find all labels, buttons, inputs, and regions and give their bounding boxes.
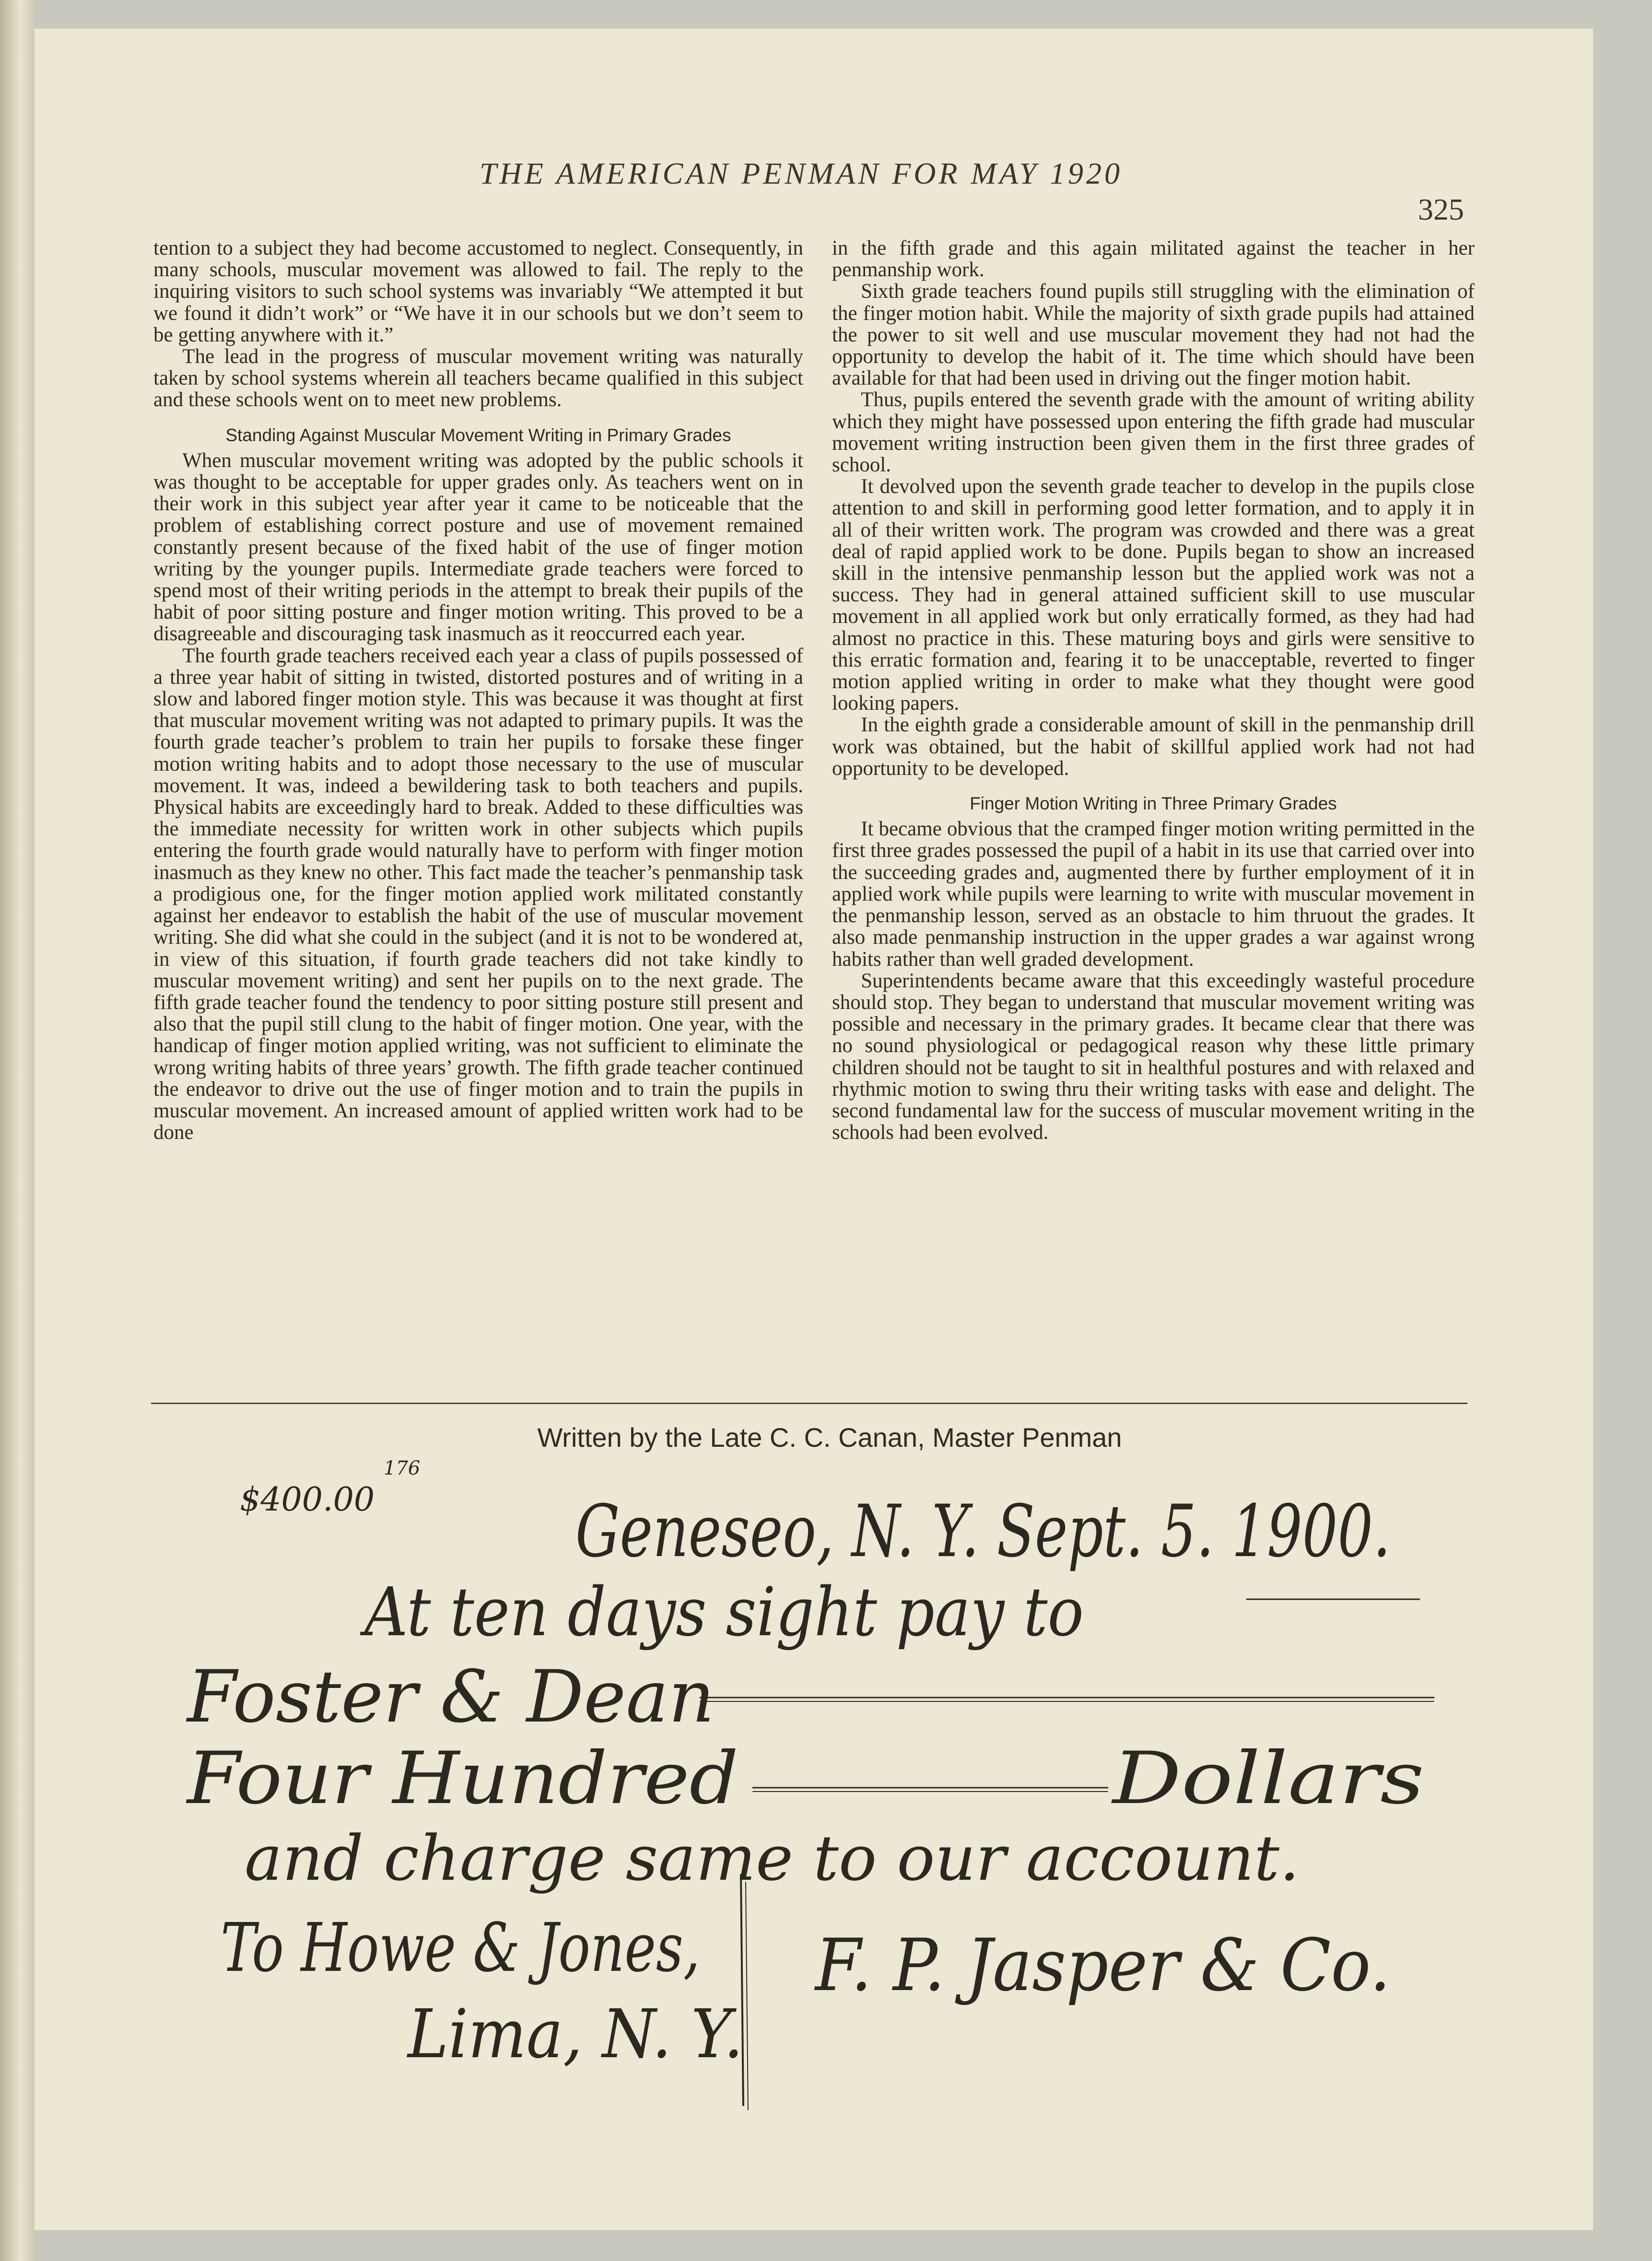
place-and-date-line: Geneseo, N. Y. Sept. 5. 1900.: [575, 1490, 1391, 1573]
check-number: 176: [384, 1457, 421, 1479]
drawee-location: Lima, N. Y.: [406, 1995, 743, 2074]
paragraph: Sixth grade teachers found pupils still struggling with the elimination of the finger motion habit. While the majority of sixth grade pupils had attained the power to sit well and use muscular movement they had not had the opportunity to develop the habit of it. The time which should have been available for that had been used in driving out the finger motion habit.: [832, 280, 1475, 390]
drawee-line: To Howe & Jones,: [221, 1909, 700, 1987]
charge-line: and charge same to our account.: [245, 1822, 1300, 1895]
paragraph: Thus, pupils entered the seventh grade with the amount of writing ability which they might have possessed upon entering the fifth grade had muscular movement writing instruction been given them in the first three grades of school.: [832, 388, 1475, 477]
section-heading: Finger Motion Writing in Three Primary Grades: [970, 794, 1337, 814]
paragraph: The fourth grade teachers received each year a class of pupils possessed of a three year habit of sitting in twisted, distorted postures and of writing in a slow and labored finger motion style. This was because it was thought at first that muscular movement writing was not adapted to primary pupils. It was the fourth grade teacher’s problem to train her pupils to forsake these finger motion writing habits and to adopt those necessary to the use of muscular movement. It was, indeed a bewildering task to both teachers and pupils. Physical habits are exceedingly hard to break. Added to these difficulties was the immediate necessity for written work in other subjects which pupils entering the fourth grade would naturally have to perform with finger motion inasmuch as they knew no other. This fact made the teacher’s penmanship task a prodigious one, for the finger motion applied work militated constantly against her endeavor to establish the habit of the use of muscular movement writing. She did what she could in the subject (and it is not to be wondered at, in view of this situation, if fourth grade teachers did not take kindly to muscular movement writing) and sent her pupils on to the next grade. The fifth grade teacher found the tendency to poor sitting posture still present and also that the pupil still clung to the habit of finger motion. One year, with the handicap of finger motion applied writing, was not sufficient to eliminate the wrong writing habits of three years’ growth. The fifth grade teacher continued the endeavor to drive out the use of finger motion and to train the pupils in muscular movement. An increased amount of applied written work had to be done: [153, 644, 803, 1144]
specimen-caption: Written by the Late C. C. Canan, Master Penman: [537, 1422, 1122, 1453]
paragraph: In the eighth grade a considerable amount of skill in the penmanship drill work was obtained, but the habit of skillful applied work had not had opportunity to be developed.: [832, 714, 1475, 780]
sum-line: Four Hundred: [185, 1737, 738, 1820]
paragraph: Superintendents became aware that this exceedingly wasteful procedure should stop. They began to understand that muscular movement writing was possible and necessary in the primary grades. It became clear that there was no sound physiological or pedagogical reason why these little primary children should not be taught to sit in healthful postures and with relaxed and rhythmic motion to swing thru their writing tasks with ease and delight. The second fundamental law for the success of muscular movement writing in the schools had been evolved.: [832, 969, 1475, 1144]
paragraph: It became obvious that the cramped finger motion writing permitted in the first three grades possessed the pupil of a habit in its use that carried over into the succeeding grades and, augmented there by further employment of it in applied work while pupils were learning to write with muscular movement in the penmanship lesson, served as an obstacle to him thruout the grades. It also made penmanship instruction in the upper grades a war against wrong habits rather than well graded development.: [832, 818, 1475, 971]
paragraph: in the fifth grade and this again militated against the teacher in her penmanship work.: [832, 237, 1475, 281]
signature: F. P. Jasper & Co.: [814, 1924, 1391, 2007]
paragraph: The lead in the progress of muscular movement writing was naturally taken by school systems wherein all teachers became qualified in this subject and these schools went on to meet new problems.: [153, 345, 803, 411]
check-amount: $400.00: [240, 1481, 375, 1519]
sight-line: At ten days sight pay to: [360, 1573, 1084, 1652]
previous-page-edge: [0, 0, 35, 2261]
page-number: 325: [1418, 192, 1464, 226]
payee-line: Foster & Dean: [186, 1655, 715, 1739]
section-heading: Standing Against Muscular Movement Writing in Primary Grades: [225, 425, 731, 445]
right-column: [832, 237, 1475, 1143]
left-column: [153, 237, 803, 1143]
paragraph: When muscular movement writing was adopted by the public schools it was thought to be acceptable for upper grades only. As teachers went on in their work in this subject year after year it came to be noticeable that the problem of establishing correct posture and use of movement remained constantly present because of the fixed habit of the use of finger motion writing by the younger pupils. Intermediate grade teachers were forced to spend most of their writing periods in the attempt to break their pupils of the habit of poor sitting posture and finger motion writing. This proved to be a disagreeable and discouraging task inasmuch as it reoccurred each year.: [153, 449, 803, 645]
running-title: THE AMERICAN PENMAN FOR MAY 1920: [480, 156, 1123, 190]
paragraph: It devolved upon the seventh grade teacher to develop in the pupils close attention to and skill in performing good letter formation, and to apply it in all of their written work. The program was crowded and there was a great deal of rapid applied work to be done. Pupils began to show an increased skill in the intensive penmanship lesson but the applied work was not a success. They had in general attained sufficient skill to use muscular movement in all applied work but only erratically formed, as they had had almost no practice in this. These maturing boys and girls were sensitive to this erratic formation and, fearing it to be unacceptable, reverted to finger motion applied writing in order to make what they thought were good looking papers.: [832, 475, 1475, 715]
dollars-word: Dollars: [1111, 1737, 1424, 1820]
paragraph: tention to a subject they had become accustomed to neglect. Consequently, in many schools, muscular movement was allowed to fail. The reply to the inquiring visitors to such school systems was invariably “We attempted it but we found it didn’t work” or “We have it in our schools but we don’t seem to be getting anywhere with it.”: [153, 237, 803, 346]
section-divider: [151, 1403, 1467, 1404]
